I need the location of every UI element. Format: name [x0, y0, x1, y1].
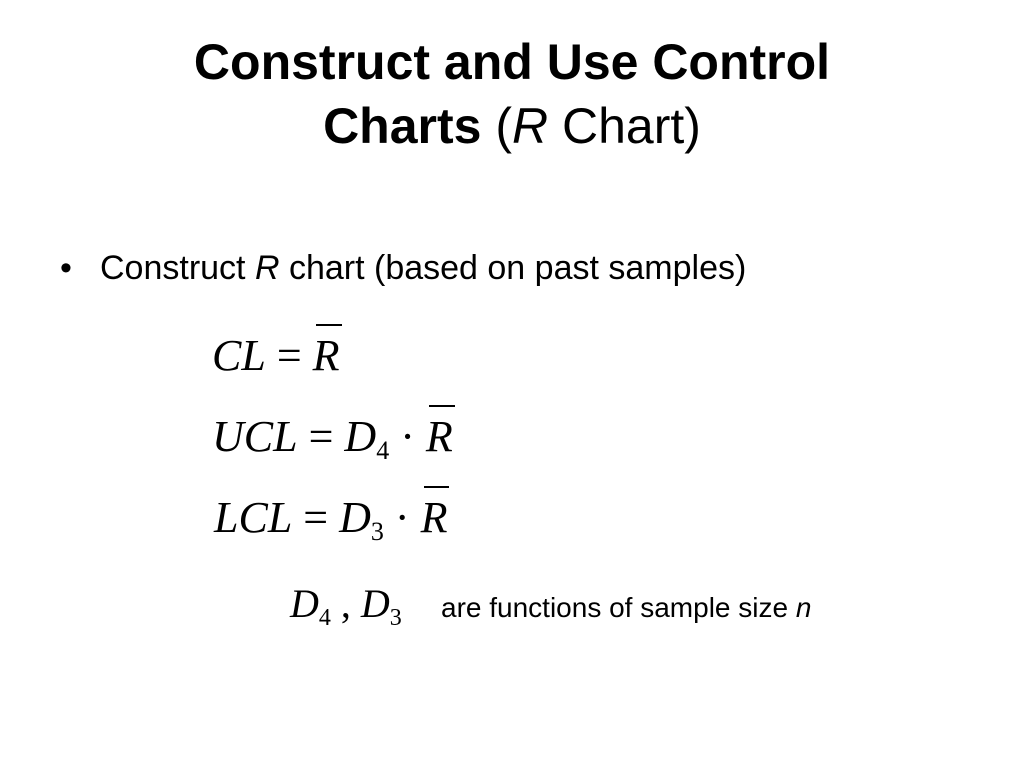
eq-lcl-dot: ·	[383, 493, 421, 542]
eq-cl-op: =	[265, 331, 313, 380]
eq-lcl-const: D	[339, 493, 371, 542]
title-line-1	[0, 30, 1024, 94]
bullet-marker: •	[60, 249, 72, 287]
eq-lcl-lhs: LCL	[214, 493, 293, 542]
constants-note	[441, 590, 811, 626]
eq-ucl-rbar: R	[425, 412, 453, 461]
eq-cl-rbar: R	[312, 331, 340, 380]
title-paren-open: (	[481, 98, 512, 154]
equation-lcl	[214, 492, 447, 544]
equation-cl	[212, 330, 340, 382]
eq-ucl-lhs: UCL	[212, 412, 298, 461]
const-d3: D	[360, 581, 390, 626]
note-text: are functions of sample size	[441, 592, 796, 623]
eq-lcl-rbar: R	[420, 493, 448, 542]
const-d3-sub: 3	[389, 605, 402, 631]
const-d4: D	[290, 581, 319, 626]
const-d4-sub: 4	[318, 605, 331, 631]
const-sep: ,	[330, 581, 361, 626]
slide-title	[0, 30, 1024, 158]
bullet-text-italic: R	[254, 249, 280, 287]
eq-lcl-op: =	[292, 493, 340, 542]
title-line-2	[0, 94, 1024, 158]
eq-ucl-const: D	[344, 412, 377, 461]
eq-lcl-sub: 3	[370, 517, 384, 546]
bullet-text-after: chart (based on past samples)	[279, 249, 747, 287]
title-r-italic: R	[512, 98, 549, 154]
constants-d4-d3	[290, 580, 402, 631]
eq-ucl-op: =	[297, 412, 345, 461]
title-line-1-text: Construct and Use Control	[193, 34, 831, 90]
eq-cl-lhs: CL	[212, 331, 266, 380]
equation-ucl	[212, 411, 453, 463]
title-charts-text: Charts	[323, 98, 482, 154]
bullet-item	[60, 246, 746, 290]
title-chart-rest: Chart)	[548, 98, 701, 154]
eq-ucl-dot: ·	[389, 412, 426, 461]
bullet-text-before: Construct	[100, 249, 255, 287]
eq-ucl-sub: 4	[376, 436, 390, 465]
note-var-n: n	[795, 592, 812, 623]
